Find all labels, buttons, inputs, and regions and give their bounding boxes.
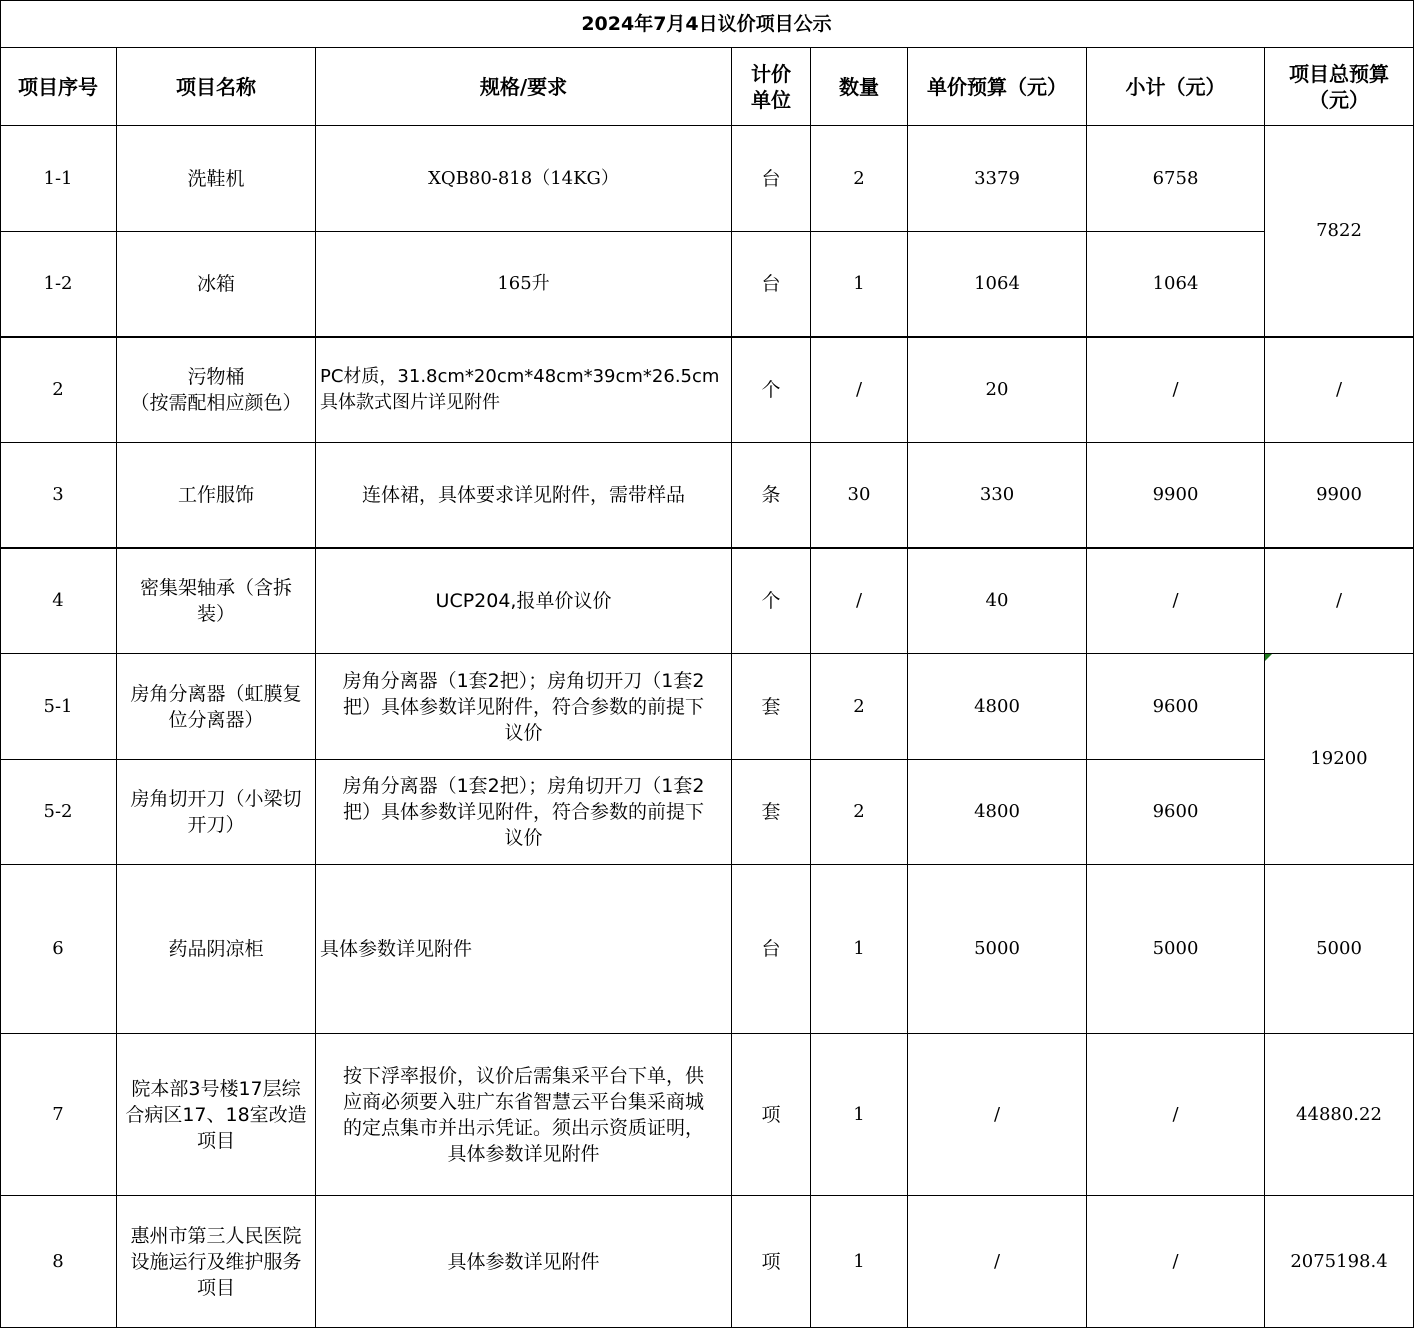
row-6-subtotal[interactable]: 5000 xyxy=(1087,865,1265,1034)
row-8-price[interactable]: / xyxy=(908,1196,1087,1328)
row-3-total[interactable]: 9900 xyxy=(1265,443,1414,549)
row-7-seq[interactable]: 7 xyxy=(0,1034,117,1196)
comment-marker-icon xyxy=(1265,654,1272,661)
row-4-unit[interactable]: 个 xyxy=(732,549,811,654)
row-5-1-subtotal[interactable]: 9600 xyxy=(1087,654,1265,760)
row-8-spec[interactable]: 具体参数详见附件 xyxy=(316,1196,732,1328)
row-2-name[interactable]: 污物桶 （按需配相应颜色） xyxy=(117,338,316,443)
row-7-unit[interactable]: 项 xyxy=(732,1034,811,1196)
row-7-spec[interactable]: 按下浮率报价，议价后需集采平台下单，供 应商必须要入驻广东省智慧云平台集采商城 的定点集市并出示凭证。须出示资质证明， 具体参数详见附件 xyxy=(316,1034,732,1196)
row-8-total[interactable]: 2075198.4 xyxy=(1265,1196,1414,1328)
row-5-2-price[interactable]: 4800 xyxy=(908,760,1087,865)
row-2-price[interactable]: 20 xyxy=(908,338,1087,443)
row-1-2-name[interactable]: 冰箱 xyxy=(117,232,316,338)
header-qty[interactable]: 数量 xyxy=(811,48,908,126)
row-3-spec[interactable]: 连体裙，具体要求详见附件，需带样品 xyxy=(316,443,732,549)
row-8-unit[interactable]: 项 xyxy=(732,1196,811,1328)
header-price[interactable]: 单价预算（元） xyxy=(908,48,1087,126)
row-6-seq[interactable]: 6 xyxy=(0,865,117,1034)
row-6-spec[interactable]: 具体参数详见附件 xyxy=(316,865,732,1034)
row-3-qty[interactable]: 30 xyxy=(811,443,908,549)
table-title[interactable]: 2024年7月4日议价项目公示 xyxy=(0,0,1414,48)
row-2-qty[interactable]: / xyxy=(811,338,908,443)
row-6-price[interactable]: 5000 xyxy=(908,865,1087,1034)
row-7-price[interactable]: / xyxy=(908,1034,1087,1196)
row-5-2-seq[interactable]: 5-2 xyxy=(0,760,117,865)
row-3-seq[interactable]: 3 xyxy=(0,443,117,549)
row-6-name[interactable]: 药品阴凉柜 xyxy=(117,865,316,1034)
row-1-1-name[interactable]: 洗鞋机 xyxy=(117,126,316,232)
row-2-spec[interactable]: PC材质，31.8cm*20cm*48cm*39cm*26.5cm 具体款式图片详见附件 xyxy=(316,338,732,443)
row-8-subtotal[interactable]: / xyxy=(1087,1196,1265,1328)
row-5-1-name[interactable]: 房角分离器（虹膜复 位分离器） xyxy=(117,654,316,760)
header-unit[interactable]: 计价 单位 xyxy=(732,48,811,126)
row-5-1-price[interactable]: 4800 xyxy=(908,654,1087,760)
row-8-name[interactable]: 惠州市第三人民医院 设施运行及维护服务 项目 xyxy=(117,1196,316,1328)
row-8-qty[interactable]: 1 xyxy=(811,1196,908,1328)
row-1-1-qty[interactable]: 2 xyxy=(811,126,908,232)
row-5-2-qty[interactable]: 2 xyxy=(811,760,908,865)
header-total[interactable]: 项目总预算 （元） xyxy=(1265,48,1414,126)
row-6-unit[interactable]: 台 xyxy=(732,865,811,1034)
row-1-1-spec[interactable]: XQB80-818（14KG） xyxy=(316,126,732,232)
row-4-seq[interactable]: 4 xyxy=(0,549,117,654)
row-7-total[interactable]: 44880.22 xyxy=(1265,1034,1414,1196)
row-1-1-subtotal[interactable]: 6758 xyxy=(1087,126,1265,232)
row-1-2-price[interactable]: 1064 xyxy=(908,232,1087,338)
row-4-price[interactable]: 40 xyxy=(908,549,1087,654)
row-4-total[interactable]: / xyxy=(1265,549,1414,654)
row-7-subtotal[interactable]: / xyxy=(1087,1034,1265,1196)
row-5-1-qty[interactable]: 2 xyxy=(811,654,908,760)
row-1-1-price[interactable]: 3379 xyxy=(908,126,1087,232)
row-5-2-unit[interactable]: 套 xyxy=(732,760,811,865)
row-7-qty[interactable]: 1 xyxy=(811,1034,908,1196)
group-5-total[interactable]: 19200 xyxy=(1265,654,1414,865)
row-5-1-unit[interactable]: 套 xyxy=(732,654,811,760)
header-name[interactable]: 项目名称 xyxy=(117,48,316,126)
row-5-1-spec[interactable]: 房角分离器（1套2把）；房角切开刀（1套2 把）具体参数详见附件，符合参数的前提下 议价 xyxy=(316,654,732,760)
row-8-seq[interactable]: 8 xyxy=(0,1196,117,1328)
row-1-1-unit[interactable]: 台 xyxy=(732,126,811,232)
row-5-2-name[interactable]: 房角切开刀（小梁切 开刀） xyxy=(117,760,316,865)
row-5-1-seq[interactable]: 5-1 xyxy=(0,654,117,760)
row-2-seq[interactable]: 2 xyxy=(0,338,117,443)
row-1-2-spec[interactable]: 165升 xyxy=(316,232,732,338)
row-3-subtotal[interactable]: 9900 xyxy=(1087,443,1265,549)
row-4-subtotal[interactable]: / xyxy=(1087,549,1265,654)
group-1-total[interactable]: 7822 xyxy=(1265,126,1414,338)
row-1-2-seq[interactable]: 1-2 xyxy=(0,232,117,338)
row-1-2-unit[interactable]: 台 xyxy=(732,232,811,338)
row-3-name[interactable]: 工作服饰 xyxy=(117,443,316,549)
row-6-qty[interactable]: 1 xyxy=(811,865,908,1034)
row-4-qty[interactable]: / xyxy=(811,549,908,654)
row-4-spec[interactable]: UCP204,报单价议价 xyxy=(316,549,732,654)
row-2-total[interactable]: / xyxy=(1265,338,1414,443)
row-1-2-qty[interactable]: 1 xyxy=(811,232,908,338)
row-5-2-spec[interactable]: 房角分离器（1套2把）；房角切开刀（1套2 把）具体参数详见附件，符合参数的前提下 议价 xyxy=(316,760,732,865)
row-2-subtotal[interactable]: / xyxy=(1087,338,1265,443)
row-3-unit[interactable]: 条 xyxy=(732,443,811,549)
row-2-unit[interactable]: 个 xyxy=(732,338,811,443)
row-4-name[interactable]: 密集架轴承（含拆 装） xyxy=(117,549,316,654)
header-spec[interactable]: 规格/要求 xyxy=(316,48,732,126)
row-5-2-subtotal[interactable]: 9600 xyxy=(1087,760,1265,865)
header-seq[interactable]: 项目序号 xyxy=(0,48,117,126)
row-6-total[interactable]: 5000 xyxy=(1265,865,1414,1034)
row-7-name[interactable]: 院本部3号楼17层综 合病区17、18室改造 项目 xyxy=(117,1034,316,1196)
row-1-2-subtotal[interactable]: 1064 xyxy=(1087,232,1265,338)
header-subtotal[interactable]: 小计（元） xyxy=(1087,48,1265,126)
row-3-price[interactable]: 330 xyxy=(908,443,1087,549)
row-1-1-seq[interactable]: 1-1 xyxy=(0,126,117,232)
